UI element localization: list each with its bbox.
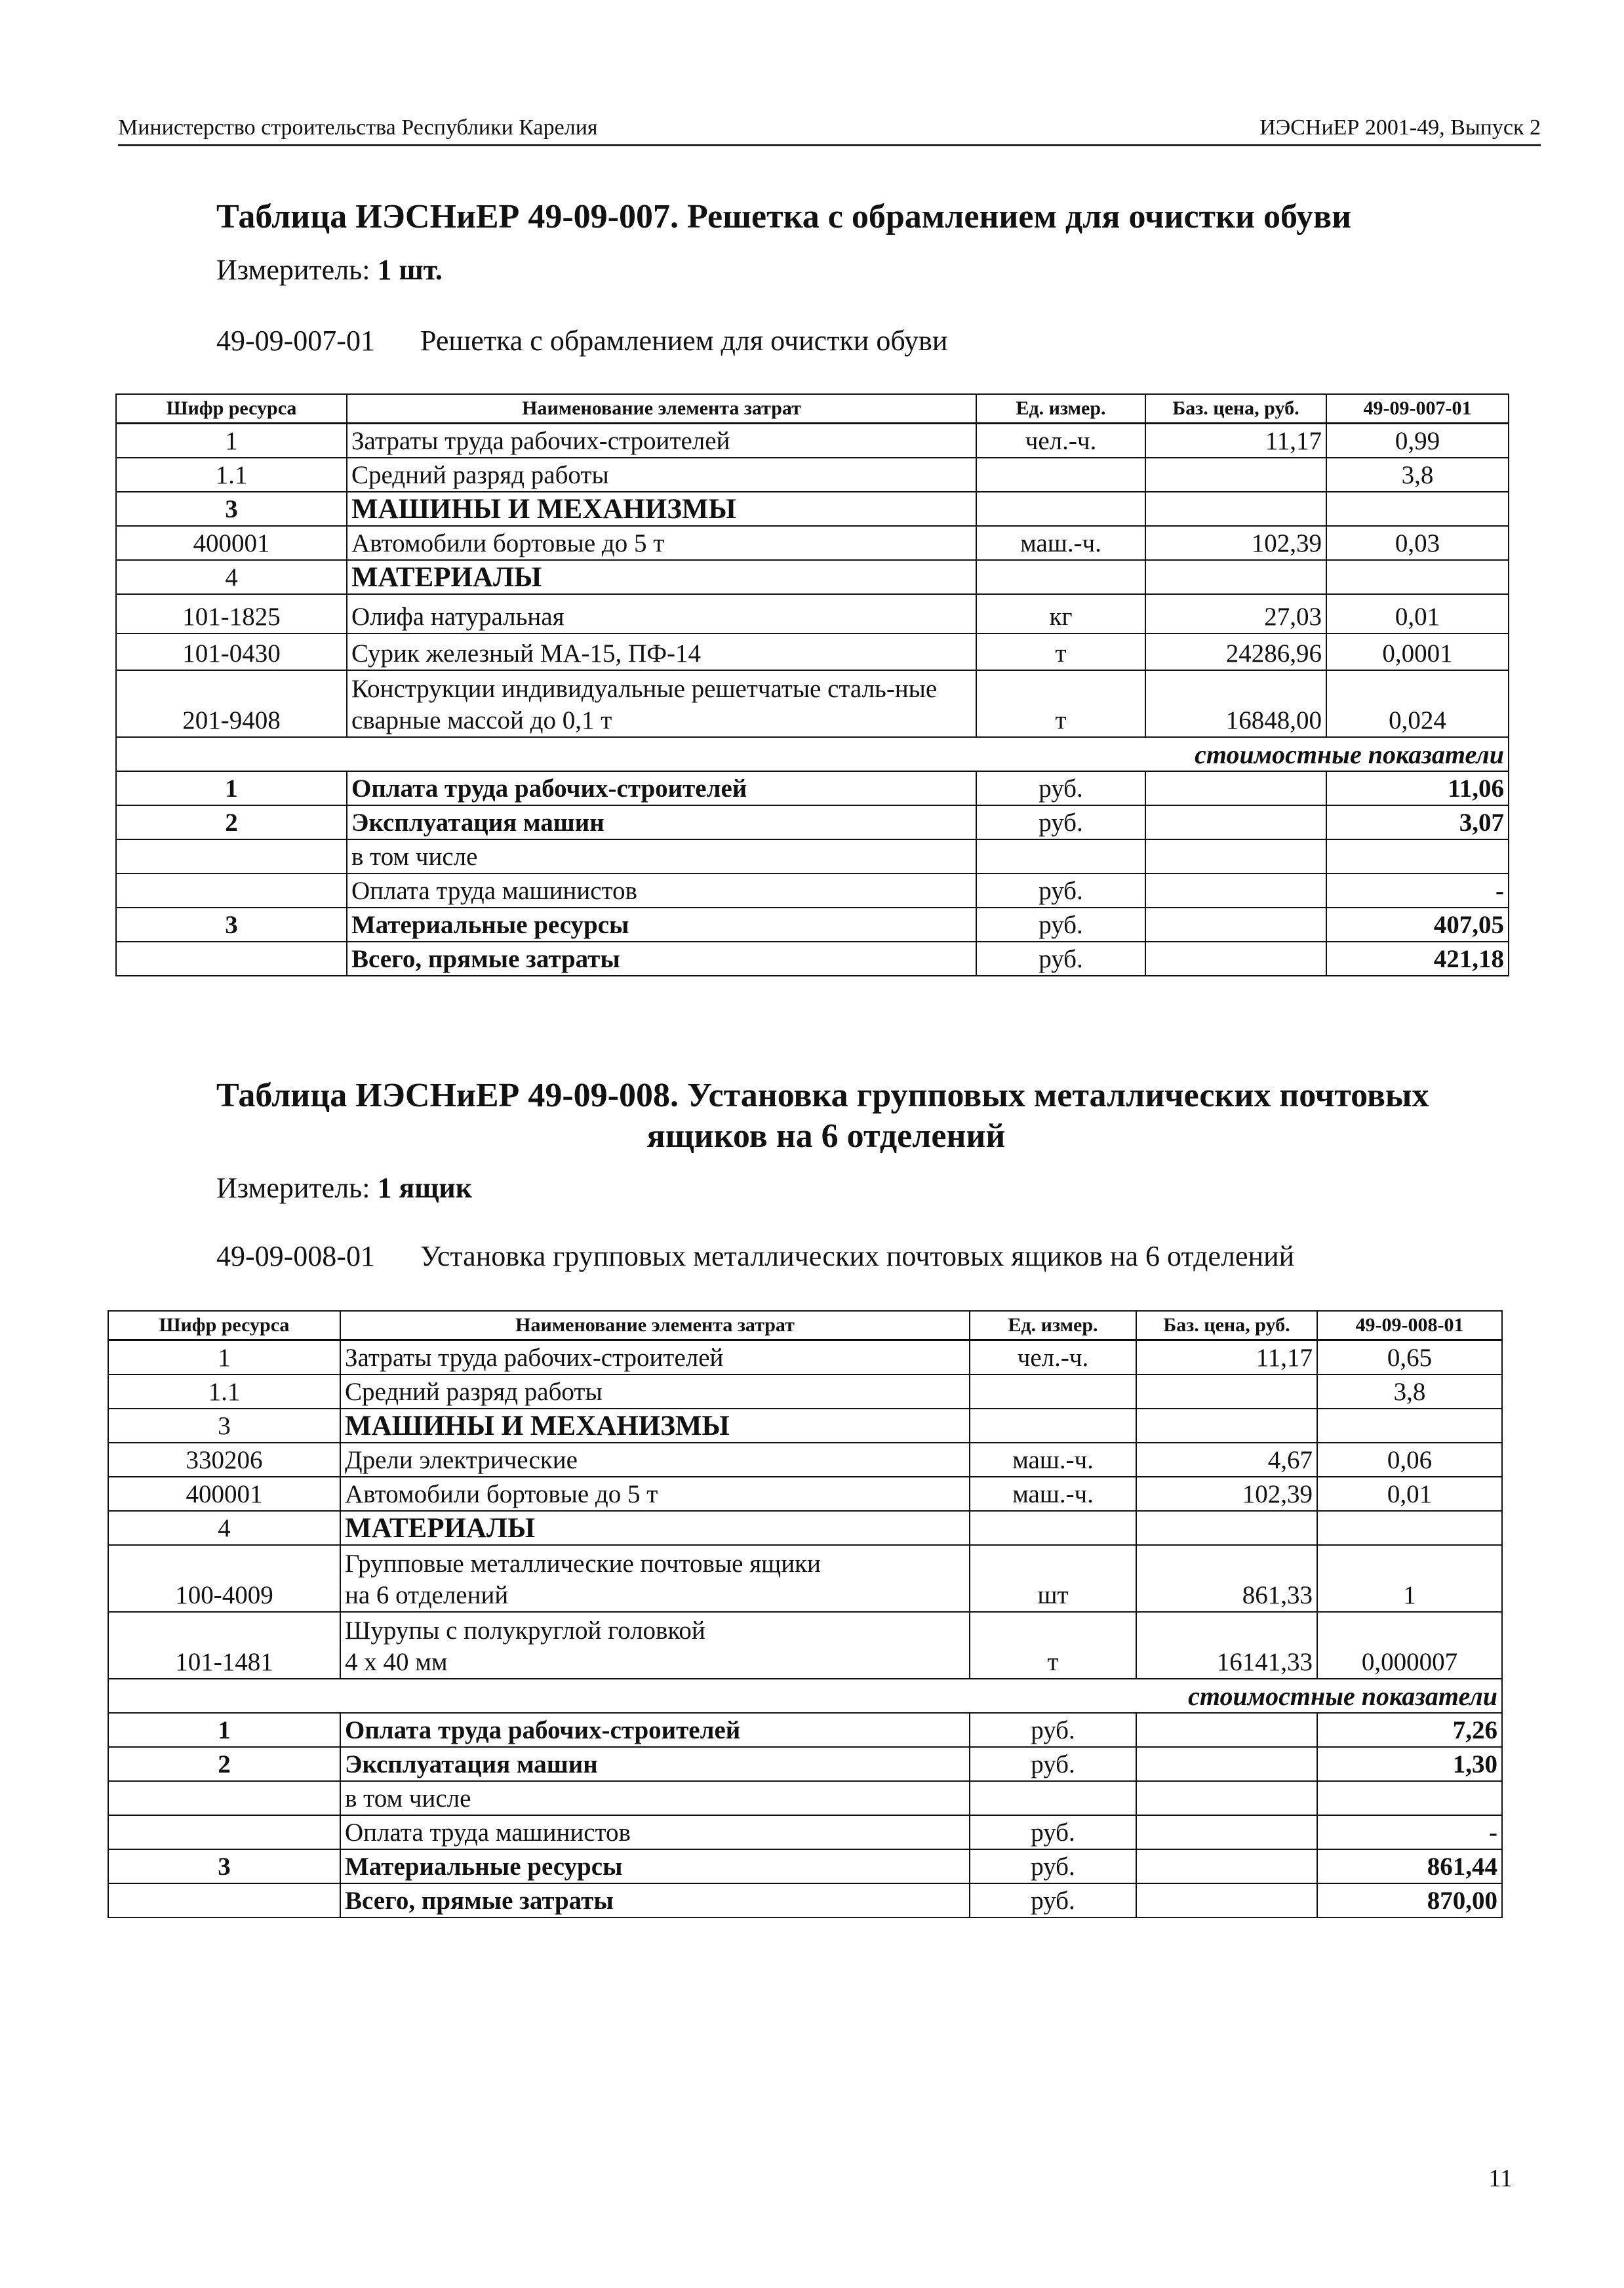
table2-meter [216,1171,472,1205]
table2-header-row [108,1311,1502,1340]
cell-code: 100-4009 [108,1545,340,1612]
col-cost-element: Наименование элемента затрат [340,1311,970,1340]
col-unit: Ед. измер. [970,1311,1136,1340]
cell-price [1145,492,1326,526]
table-row [108,1713,1502,1747]
cell-price [1136,1409,1317,1443]
cell-name: в том числе [340,1781,970,1815]
cell-unit: маш.-ч. [970,1477,1136,1511]
cell-name: Шурупы с полукруглой головкой 4 х 40 мм [340,1612,970,1679]
table-row [116,942,1509,976]
cell-value [1317,1409,1502,1443]
cell-code: 400001 [108,1477,340,1511]
cell-code [108,1815,340,1849]
cell-name: Эксплуатация машин [340,1747,970,1781]
table-row [116,458,1509,492]
cell-value: 3,8 [1326,458,1509,492]
cell-price [1145,458,1326,492]
table-row [108,1409,1502,1443]
cell-section-heading: МАШИНЫ И МЕХАНИЗМЫ [347,492,976,526]
cell-code: 101-1481 [108,1612,340,1679]
cell-code [116,942,347,976]
cell-value: 11,06 [1326,771,1509,805]
table2 [108,1310,1503,1918]
cell-value: 3,8 [1317,1375,1502,1409]
cell-name: Средний разряд работы [347,458,976,492]
cell-price [1145,805,1326,839]
table-row [108,1375,1502,1409]
table-row [108,1849,1502,1883]
table2-code-line [216,1239,1294,1273]
cell-price: 16141,33 [1136,1612,1317,1679]
cell-price: 4,67 [1136,1443,1317,1477]
col-norm-code: 49-09-007-01 [1326,394,1509,424]
cell-price: 11,17 [1145,424,1326,458]
table-row [108,1815,1502,1849]
cell-name: Оплата труда машинистов [340,1815,970,1849]
table-row [116,805,1509,839]
cell-unit: руб. [970,1849,1136,1883]
table-row [108,1340,1502,1375]
cell-name: Сурик железный МА-15, ПФ-14 [347,633,976,670]
cell-code: 2 [108,1747,340,1781]
cell-name: Всего, прямые затраты [340,1883,970,1917]
cell-value [1317,1781,1502,1815]
table-row [116,633,1509,670]
header-doc-id: ИЭСНиЕР 2001-49, Выпуск 2 [1259,115,1541,140]
cell-name: Олифа натуральная [347,594,976,633]
cell-name: Всего, прямые затраты [347,942,976,976]
cell-unit: маш.-ч. [970,1443,1136,1477]
table-row [116,492,1509,526]
cell-name: Дрели электрические [340,1443,970,1477]
cell-unit [976,458,1145,492]
cell-value: 7,26 [1317,1713,1502,1747]
table-row [116,873,1509,908]
cell-code: 1.1 [108,1375,340,1409]
cell-unit: т [976,633,1145,670]
table2-title [216,1075,1436,1157]
table-row [116,839,1509,873]
cost-indicators-row [116,737,1509,771]
table2-code-name: Установка групповых металлических почтовых ящиков на 6 отделений [420,1240,1295,1272]
cell-code: 1 [116,771,347,805]
col-base-price: Баз. цена, руб. [1136,1311,1317,1340]
cell-name: Средний разряд работы [340,1375,970,1409]
cell-unit: руб. [976,873,1145,908]
table1-code-name: Решетка с обрамлением для очистки обуви [420,325,948,357]
table-row [116,908,1509,942]
cell-code [108,1883,340,1917]
cell-name: Автомобили бортовые до 5 т [347,526,976,560]
cell-unit [976,560,1145,594]
cell-unit: руб. [970,1713,1136,1747]
cell-value: 0,01 [1317,1477,1502,1511]
cell-unit [970,1781,1136,1815]
cell-code: 400001 [116,526,347,560]
cell-name: Эксплуатация машин [347,805,976,839]
cell-price [1136,1781,1317,1815]
cell-price: 861,33 [1136,1545,1317,1612]
cell-code: 3 [108,1849,340,1883]
table-row [108,1883,1502,1917]
cell-price: 11,17 [1136,1340,1317,1375]
cell-value [1326,839,1509,873]
cell-section-heading: МАШИНЫ И МЕХАНИЗМЫ [340,1409,970,1443]
cell-value [1326,492,1509,526]
table-row [116,560,1509,594]
cell-name: Материальные ресурсы [340,1849,970,1883]
cell-code [116,873,347,908]
cell-unit [970,1511,1136,1545]
cell-price [1136,1375,1317,1409]
cell-code: 330206 [108,1443,340,1477]
cell-code: 1.1 [116,458,347,492]
cell-code: 1 [108,1713,340,1747]
cell-code: 101-0430 [116,633,347,670]
cell-price: 24286,96 [1145,633,1326,670]
cell-value: 870,00 [1317,1883,1502,1917]
table1-header-row [116,394,1509,424]
cell-name: Оплата труда рабочих-строителей [340,1713,970,1747]
table-row [116,424,1509,458]
cell-unit [970,1375,1136,1409]
col-resource-code: Шифр ресурса [116,394,347,424]
table2-meter-value: 1 ящик [377,1172,473,1204]
table1-code: 49-09-007-01 [216,325,375,357]
table2-title-line1: Таблица ИЭСНиЕР 49-09-008. Установка групповых металлических почтовых [216,1077,1429,1114]
cell-price [1145,839,1326,873]
cell-code [116,839,347,873]
col-base-price: Баз. цена, руб. [1145,394,1326,424]
table-row [108,1612,1502,1679]
page-number: 11 [1488,2165,1513,2192]
table1-title: Таблица ИЭСНиЕР 49-09-007. Решетка с обрамлением для очистки обуви [216,198,1352,235]
cell-unit: чел.-ч. [976,424,1145,458]
cell-value: 0,03 [1326,526,1509,560]
table-row [116,526,1509,560]
cell-value: 0,0001 [1326,633,1509,670]
cell-value: 0,65 [1317,1340,1502,1375]
cell-code: 2 [116,805,347,839]
cell-value [1326,560,1509,594]
cell-unit: шт [970,1545,1136,1612]
cell-price [1136,1747,1317,1781]
cell-code: 101-1825 [116,594,347,633]
cell-value: - [1326,873,1509,908]
cell-name: в том числе [347,839,976,873]
table-row [108,1477,1502,1511]
cell-value: 0,024 [1326,670,1509,737]
cell-price [1145,771,1326,805]
table-row [116,594,1509,633]
cost-indicators-label: стоимостные показатели [116,737,1509,771]
cell-price [1145,560,1326,594]
cell-unit [976,839,1145,873]
table-row [108,1781,1502,1815]
col-norm-code: 49-09-008-01 [1317,1311,1502,1340]
cell-value: 0,06 [1317,1443,1502,1477]
cell-name: Оплата труда машинистов [347,873,976,908]
cell-code: 4 [116,560,347,594]
cell-unit: чел.-ч. [970,1340,1136,1375]
table2-title-line2: ящиков на 6 отделений [646,1117,1006,1155]
table1 [115,393,1509,976]
cell-code: 3 [108,1409,340,1443]
col-resource-code: Шифр ресурса [108,1311,340,1340]
cell-unit: руб. [976,942,1145,976]
cell-name: Групповые металлические почтовые ящики на 6 отделений [340,1545,970,1612]
cell-name: Оплата труда рабочих-строителей [347,771,976,805]
cell-price: 16848,00 [1145,670,1326,737]
cell-section-heading: МАТЕРИАЛЫ [340,1511,970,1545]
table-row [108,1747,1502,1781]
cell-code [108,1781,340,1815]
cell-price [1145,942,1326,976]
cell-value: 0,01 [1326,594,1509,633]
col-cost-element: Наименование элемента затрат [347,394,976,424]
cell-name: Затраты труда рабочих-строителей [340,1340,970,1375]
table2-code: 49-09-008-01 [216,1240,375,1272]
cell-value: 1 [1317,1545,1502,1612]
cell-unit: т [970,1612,1136,1679]
table1-code-line [216,324,947,357]
cost-indicators-label: стоимостные показатели [108,1679,1502,1713]
cell-unit: т [976,670,1145,737]
cell-section-heading: МАТЕРИАЛЫ [347,560,976,594]
cell-price [1136,1511,1317,1545]
cell-value: - [1317,1815,1502,1849]
table-row [116,670,1509,737]
cell-value: 0,000007 [1317,1612,1502,1679]
cell-name: Автомобили бортовые до 5 т [340,1477,970,1511]
table1-meter [216,253,443,287]
running-header [118,113,1541,146]
table-row [108,1545,1502,1612]
table-row [108,1443,1502,1477]
cell-unit [970,1409,1136,1443]
cell-price [1136,1849,1317,1883]
header-ministry: Министерство строительства Республики Карелия [118,115,598,140]
cell-value [1317,1511,1502,1545]
cell-price [1145,908,1326,942]
cell-code: 4 [108,1511,340,1545]
cell-unit: руб. [970,1747,1136,1781]
table1-meter-label: Измеритель: [216,254,370,286]
cell-price [1145,873,1326,908]
table1-meter-value: 1 шт. [377,254,443,286]
cell-value: 3,07 [1326,805,1509,839]
cell-code: 201-9408 [116,670,347,737]
cell-unit [976,492,1145,526]
cell-price: 102,39 [1136,1477,1317,1511]
cell-unit: руб. [970,1883,1136,1917]
cell-price [1136,1815,1317,1849]
col-unit: Ед. измер. [976,394,1145,424]
cell-price: 27,03 [1145,594,1326,633]
cell-name: Конструкции индивидуальные решетчатые сталь-ные сварные массой до 0,1 т [347,670,976,737]
cell-name: Материальные ресурсы [347,908,976,942]
cell-value: 1,30 [1317,1747,1502,1781]
cell-unit: руб. [976,908,1145,942]
cell-price: 102,39 [1145,526,1326,560]
cell-value: 407,05 [1326,908,1509,942]
cell-unit: руб. [976,805,1145,839]
cell-unit: кг [976,594,1145,633]
cell-value: 0,99 [1326,424,1509,458]
table-row [108,1511,1502,1545]
cell-unit: маш.-ч. [976,526,1145,560]
cell-code: 3 [116,908,347,942]
cell-unit: руб. [970,1815,1136,1849]
cell-code: 1 [116,424,347,458]
cell-code: 1 [108,1340,340,1375]
cell-unit: руб. [976,771,1145,805]
cell-price [1136,1713,1317,1747]
cell-name: Затраты труда рабочих-строителей [347,424,976,458]
cell-price [1136,1883,1317,1917]
cell-value: 861,44 [1317,1849,1502,1883]
table2-meter-label: Измеритель: [216,1172,370,1204]
cell-value: 421,18 [1326,942,1509,976]
cell-code: 3 [116,492,347,526]
table-row [116,771,1509,805]
cost-indicators-row [108,1679,1502,1713]
